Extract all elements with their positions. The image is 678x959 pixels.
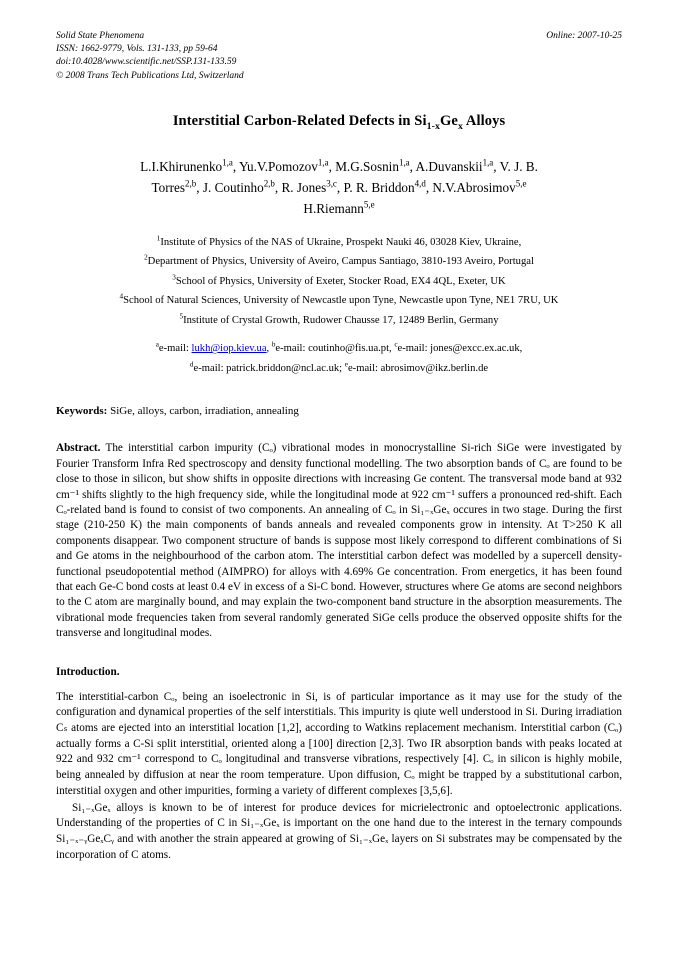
author-duvanskii: , A.Duvanskii (409, 158, 483, 174)
online-date: Online: 2007-10-25 (546, 31, 622, 41)
affiliation-4 (56, 291, 622, 311)
email-sup-d: d (189, 360, 194, 369)
email-line-1 (56, 339, 622, 359)
affiliation-1-sup: 1 (156, 234, 161, 243)
journal-issn: ISSN: 1662-9779, Vols. 131-133, pp 59-64 (56, 44, 218, 55)
journal-doi: doi:10.4028/www.scientific.net/SSP.131-133.59 (56, 57, 237, 68)
affiliation-list (56, 233, 622, 331)
affiliation-2 (56, 252, 622, 272)
email-sup-c: c (394, 340, 398, 349)
affiliation-2-text: Department of Physics, University of Aveiro, Campus Santiago, 3810-193 Aveiro, Portugal (147, 256, 534, 268)
author-line-2 (56, 177, 622, 198)
author-riemann: H.Riemann (303, 200, 364, 216)
title-part-1: Interstitial Carbon-Related Defects in Si (172, 112, 427, 129)
page-header (56, 30, 622, 83)
author-torres-prefix: , V. J. B. (493, 158, 538, 174)
email-sup-e: e (344, 360, 348, 369)
introduction-heading: Introduction. (56, 665, 120, 678)
introduction-paragraph-1: The interstitial-carbon Cₒ, being an isoelectronic in Si, is of particular importance as it may use for the study of the configuration and dynamical properties of the self interstitials. This impurity is qiute well understood in Si. During irradiation Cₛ atoms are ejected into an interstitial location [1,2], according to Watkins replacement mechanism. Interstitial carbon (Cₒ) actually forms a C-Si split interstitial, oriented along a [100] direction [2,3]. Two IR absorption bands with peaks located at 922 and 932 cm⁻¹ correspond to Cₒ longitudinal and transverse vibrations, respectively [4]. Cₒ in silicon is highly mobile, being annealed by diffusion at near the room temperature. Upon diffusion, Cₒ might be trapped by a substitutional carbon, interstitial oxygen and other impurities, forming a variety of different complexes [3,5,6]. (56, 690, 622, 797)
email-d-text: e-mail: patrick.briddon@ncl.ac.uk; (193, 362, 345, 374)
author-abrosimov: , N.V.Abrosimov (425, 179, 516, 195)
author-coutinho-sup: 2,b (263, 178, 275, 189)
author-sosnin: , M.G.Sosnin (328, 158, 399, 174)
keywords-value: SiGe, alloys, carbon, irradiation, annealing (107, 405, 299, 418)
affiliation-5 (56, 311, 622, 331)
email-sup-a: a (155, 340, 159, 349)
affiliation-3 (56, 272, 622, 292)
author-briddon: , P. R. Briddon (336, 179, 415, 195)
author-line-1 (56, 156, 622, 177)
affiliation-4-sup: 4 (119, 292, 124, 301)
email-sup-b: b (271, 340, 276, 349)
author-sosnin-sup: 1,a (398, 157, 410, 168)
title-sub-2: x (457, 120, 463, 132)
keywords (56, 404, 622, 419)
author-abrosimov-sup: 5,e (515, 178, 527, 189)
affiliation-5-text: Institute of Crystal Growth, Rudower Chausse 17, 12489 Berlin, Germany (183, 314, 499, 326)
author-briddon-sup: 4,d (414, 178, 426, 189)
email-e-text: e-mail: abrosimov@ikz.berlin.de (347, 362, 489, 374)
author-jones-sup: 3,c (326, 178, 337, 189)
author-torres: Torres (151, 179, 186, 195)
email-line-2 (56, 359, 622, 379)
email-list (56, 339, 622, 378)
email-sep-1: , (266, 343, 272, 355)
page-title (56, 113, 622, 130)
author-torres-sup: 2,b (185, 178, 197, 189)
affiliation-5-sup: 5 (179, 312, 184, 321)
abstract (56, 441, 622, 641)
author-pomozov: , Yu.V.Pomozov (232, 158, 318, 174)
email-c-text: e-mail: jones@excc.ex.ac.uk, (397, 343, 523, 355)
abstract-text: The interstitial carbon impurity (Cₒ) vibrational modes in monocrystalline Si-rich SiGe were investigated by Fourier Transform Infra Red spectroscopy and density functional modelling. The two absorption bands of Cₒ are found to be close to those in silicon, but show shifts in opposite directions with increasing Ge content. The transversal mode band at 932 cm⁻¹ shifts slightly to the high frequency side, while the longitudinal mode at 922 cm⁻¹ suffers a pronounced red-shift. Each Cₒ-related band is found to consist of two components. An annealing of Cₒ in Si₁₋ₓGeₓ occures in two stage. During the first stage (210-250 K) the main components of bands anneals and revealed components grow in intensity. At T>250 K all components disappear. Two component structure of bands is suppose most likely correspond to different combinations of Si and Ge atoms in the neighbourhood of the carbon atom. The interstitial carbon defect was modelled by a supercell density-functional pseudopotential method (AIMPRO) for alloys with 4.69% Ge concentration. From energetics, it has been found that each Ge-C bond costs at least 0.4 eV in excess of a Si-C bond. However, structures where Ge atoms are second neighbors to the C atom are marginally bound, and may explain the two-component band structure in the absorption measurements. The vibrational mode frequencies taken from several randomly generated SiGe cells produce the observed opposite shifts for the transverse and longitudinal modes. (56, 442, 622, 640)
affiliation-3-text: School of Physics, University of Exeter, Stocker Road, EX4 4QL, Exeter, UK (175, 275, 506, 287)
email-link-lukh[interactable]: lukh@iop.kiev.ua (191, 343, 267, 355)
affiliation-1-text: Institute of Physics of the NAS of Ukraine, Prospekt Nauki 46, 03028 Kiev, Ukraine, (160, 236, 522, 248)
affiliation-4-text: School of Natural Sciences, University of Newcastle upon Tyne, Newcastle upon Tyne, NE1 7RU, UK (123, 295, 559, 307)
author-khirunenko: L.I.Khirunenko (140, 158, 223, 174)
journal-copyright: © 2008 Trans Tech Publications Ltd, Switzerland (56, 70, 244, 81)
author-list (56, 156, 622, 219)
affiliation-2-sup: 2 (144, 253, 148, 262)
title-part-2: Ge (440, 112, 458, 129)
author-pomozov-sup: 1,a (317, 157, 329, 168)
title-part-3: Alloys (462, 112, 506, 129)
author-khirunenko-sup: 1,a (222, 157, 233, 168)
email-a-prefix: e-mail: (158, 343, 192, 355)
journal-name: Solid State Phenomena (56, 31, 145, 41)
author-duvanskii-sup: 1,a (482, 157, 494, 168)
abstract-label: Abstract. (56, 442, 101, 455)
keywords-label: Keywords: (56, 405, 108, 418)
author-line-3 (56, 198, 622, 219)
affiliation-1 (56, 233, 622, 253)
title-sub-1: 1-x (426, 120, 441, 132)
author-coutinho: , J. Coutinho (196, 179, 264, 195)
affiliation-3-sup: 3 (172, 273, 176, 282)
author-riemann-sup: 5,e (363, 199, 375, 210)
author-jones: , R. Jones (274, 179, 327, 195)
introduction-paragraph-2: Si₁₋ₓGeₓ alloys is known to be of interest for produce devices for micrielectronic and optoelectronic applications. Understanding of the properties of C in Si₁₋ₓGeₓ is important on the one hand due to the interest in the ternary compounds Si₁₋ₓ₋ᵧGeₓCᵧ and with another the strain appeared at growing of Si₁₋ₓGeₓ layers on Si substrates may be compensated by the incorporation of C atoms. (56, 801, 622, 861)
email-b-text: e-mail: coutinho@fis.ua.pt, (275, 343, 395, 355)
